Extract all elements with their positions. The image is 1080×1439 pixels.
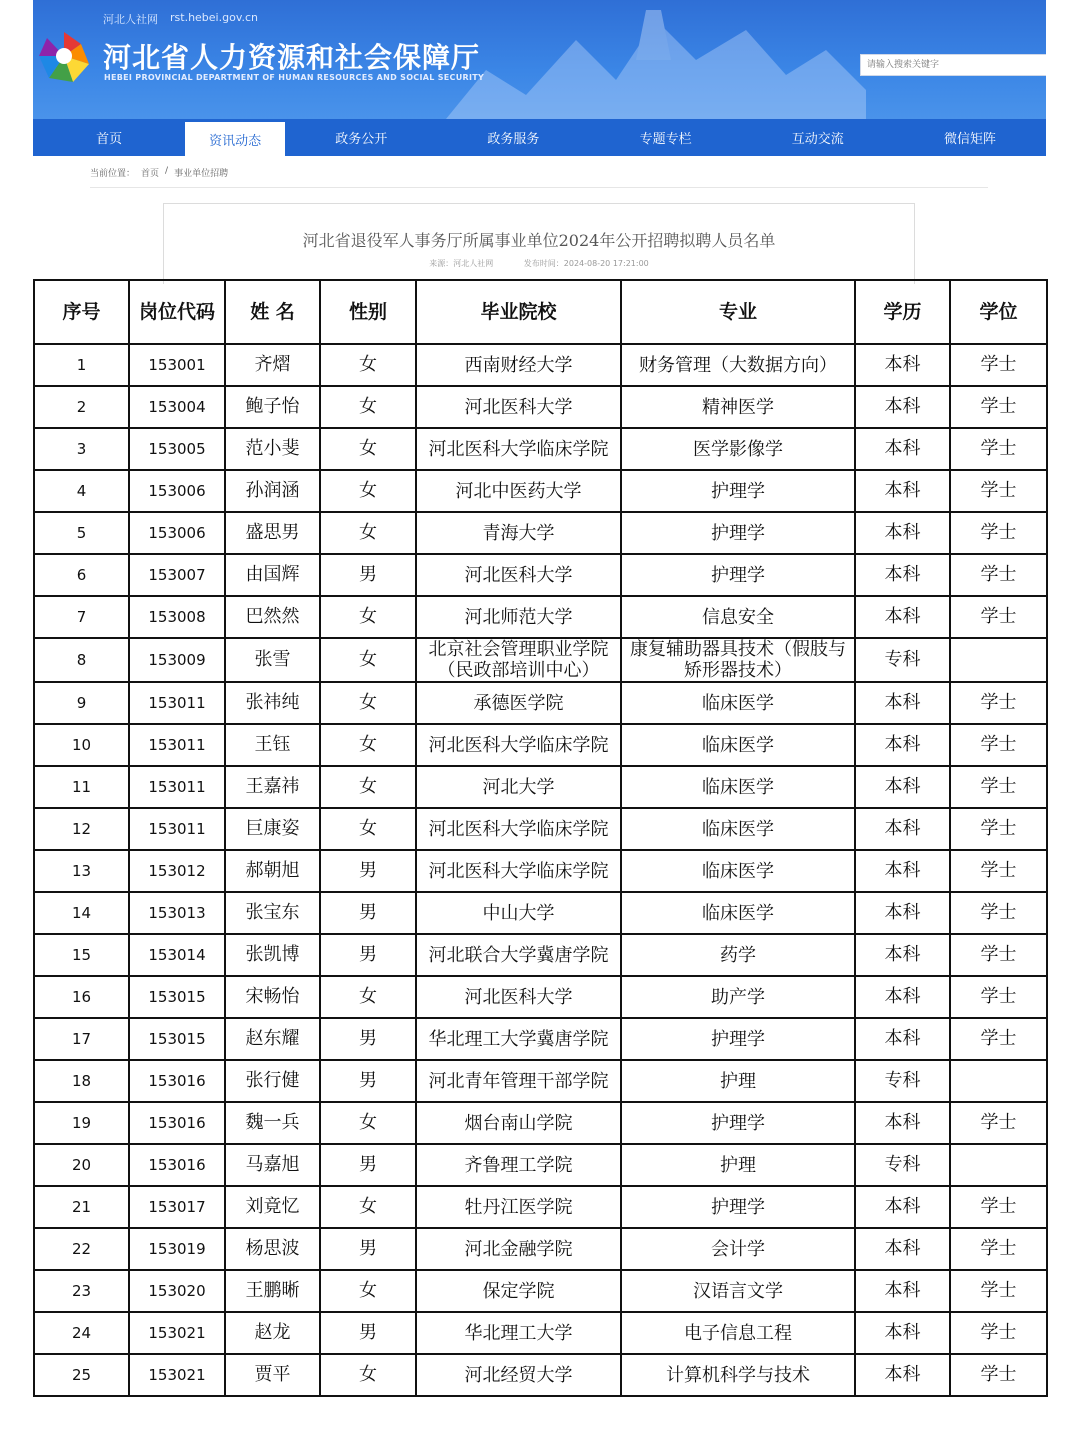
cell-degree: 学士 [950, 596, 1047, 638]
cell-education: 本科 [855, 1270, 950, 1312]
cell-index: 13 [34, 850, 129, 892]
cell-school: 河北医科大学 [416, 386, 621, 428]
cell-name: 王嘉祎 [225, 766, 320, 808]
cell-name: 巨康姿 [225, 808, 320, 850]
cell-degree: 学士 [950, 512, 1047, 554]
cell-major: 护理学 [621, 1018, 855, 1060]
cell-post-code: 153011 [129, 766, 225, 808]
cell-school: 西南财经大学 [416, 344, 621, 386]
cell-education: 专科 [855, 1060, 950, 1102]
cell-gender: 女 [320, 1102, 416, 1144]
table-row [34, 1186, 1047, 1228]
cell-name: 张雪 [225, 638, 320, 682]
cell-post-code: 153011 [129, 724, 225, 766]
cell-education: 本科 [855, 976, 950, 1018]
cell-education: 本科 [855, 850, 950, 892]
cell-major: 临床医学 [621, 892, 855, 934]
cell-gender: 女 [320, 596, 416, 638]
cell-gender: 女 [320, 344, 416, 386]
cell-major: 护理学 [621, 554, 855, 596]
cell-name: 王钰 [225, 724, 320, 766]
cell-major: 电子信息工程 [621, 1312, 855, 1354]
cell-post-code: 153014 [129, 934, 225, 976]
cell-school: 河北医科大学 [416, 554, 621, 596]
cell-degree: 学士 [950, 386, 1047, 428]
cell-name: 马嘉旭 [225, 1144, 320, 1186]
cell-major: 护理学 [621, 1102, 855, 1144]
cell-post-code: 153006 [129, 512, 225, 554]
header-index: 序号 [34, 280, 129, 344]
cell-major: 医学影像学 [621, 428, 855, 470]
site-subtitle: HEBEI PROVINCIAL DEPARTMENT OF HUMAN RESOURCES AND SOCIAL SECURITY [104, 73, 485, 82]
cell-gender: 女 [320, 976, 416, 1018]
cell-gender: 女 [320, 1186, 416, 1228]
cell-degree: 学士 [950, 682, 1047, 724]
cell-name: 孙润涵 [225, 470, 320, 512]
header-school: 毕业院校 [416, 280, 621, 344]
cell-degree: 学士 [950, 1228, 1047, 1270]
nav-item-government-affairs[interactable]: 政务公开 [335, 132, 388, 147]
table-row [34, 934, 1047, 976]
cell-gender: 女 [320, 766, 416, 808]
cell-gender: 男 [320, 1018, 416, 1060]
table-row [34, 1312, 1047, 1354]
cell-post-code: 153015 [129, 976, 225, 1018]
great-wall-illustration [446, 0, 866, 119]
cell-education: 本科 [855, 344, 950, 386]
cell-gender: 女 [320, 808, 416, 850]
recruit-table [33, 279, 1048, 1397]
cell-name: 鲍子怡 [225, 386, 320, 428]
cell-school: 河北师范大学 [416, 596, 621, 638]
article-meta [164, 258, 914, 269]
cell-school: 河北联合大学冀唐学院 [416, 934, 621, 976]
cell-name: 宋畅怡 [225, 976, 320, 1018]
cell-major: 康复辅助器具技术（假肢与矫形器技术） [621, 638, 855, 682]
cell-gender: 女 [320, 428, 416, 470]
cell-degree: 学士 [950, 428, 1047, 470]
cell-degree [950, 1060, 1047, 1102]
table-row [34, 976, 1047, 1018]
cell-major: 汉语言文学 [621, 1270, 855, 1312]
cell-index: 3 [34, 428, 129, 470]
table-row [34, 428, 1047, 470]
table-row [34, 1018, 1047, 1060]
cell-school: 河北医科大学临床学院 [416, 808, 621, 850]
cell-index: 22 [34, 1228, 129, 1270]
cell-major: 助产学 [621, 976, 855, 1018]
header-education: 学历 [855, 280, 950, 344]
cell-degree: 学士 [950, 976, 1047, 1018]
site-link-domain[interactable]: rst.hebei.gov.cn [170, 11, 258, 24]
cell-degree: 学士 [950, 934, 1047, 976]
cell-school: 中山大学 [416, 892, 621, 934]
cell-gender: 男 [320, 934, 416, 976]
cell-name: 王鹏晰 [225, 1270, 320, 1312]
cell-gender: 女 [320, 1270, 416, 1312]
table-row [34, 1060, 1047, 1102]
cell-name: 张行健 [225, 1060, 320, 1102]
table-body [34, 344, 1047, 1396]
cell-degree: 学士 [950, 850, 1047, 892]
cell-major: 会计学 [621, 1228, 855, 1270]
cell-school: 承德医学院 [416, 682, 621, 724]
cell-education: 本科 [855, 724, 950, 766]
table-row [34, 682, 1047, 724]
cell-name: 齐熠 [225, 344, 320, 386]
cell-school: 河北医科大学临床学院 [416, 850, 621, 892]
cell-degree: 学士 [950, 766, 1047, 808]
cell-school: 华北理工大学冀唐学院 [416, 1018, 621, 1060]
cell-degree: 学士 [950, 344, 1047, 386]
cell-education: 本科 [855, 1018, 950, 1060]
cell-post-code: 153013 [129, 892, 225, 934]
cell-gender: 男 [320, 1228, 416, 1270]
cell-name: 郝朝旭 [225, 850, 320, 892]
cell-name: 杨思波 [225, 1228, 320, 1270]
nav-item-interaction[interactable]: 互动交流 [791, 132, 844, 147]
cell-school: 烟台南山学院 [416, 1102, 621, 1144]
cell-education: 本科 [855, 1312, 950, 1354]
cell-major: 临床医学 [621, 850, 855, 892]
nav-item-wechat-matrix[interactable]: 微信矩阵 [943, 132, 996, 147]
cell-post-code: 153012 [129, 850, 225, 892]
cell-name: 赵龙 [225, 1312, 320, 1354]
table-row [34, 724, 1047, 766]
cell-education: 本科 [855, 808, 950, 850]
cell-index: 11 [34, 766, 129, 808]
cell-school: 河北医科大学临床学院 [416, 724, 621, 766]
cell-name: 范小斐 [225, 428, 320, 470]
cell-gender: 男 [320, 850, 416, 892]
cell-degree [950, 1144, 1047, 1186]
cell-post-code: 153008 [129, 596, 225, 638]
cell-gender: 男 [320, 1060, 416, 1102]
cell-name: 巴然然 [225, 596, 320, 638]
table-row [34, 386, 1047, 428]
cell-education: 本科 [855, 512, 950, 554]
cell-index: 21 [34, 1186, 129, 1228]
cell-index: 6 [34, 554, 129, 596]
cell-school: 北京社会管理职业学院（民政部培训中心） [416, 638, 621, 682]
cell-school: 牡丹江医学院 [416, 1186, 621, 1228]
header-name: 姓 名 [225, 280, 320, 344]
article-header [163, 203, 915, 284]
nav-item-special-topics[interactable]: 专题专栏 [639, 132, 692, 147]
cell-major: 护理学 [621, 512, 855, 554]
breadcrumb-current[interactable]: 事业单位招聘 [174, 169, 229, 179]
cell-major: 临床医学 [621, 724, 855, 766]
cell-index: 1 [34, 344, 129, 386]
cell-major: 护理 [621, 1060, 855, 1102]
cell-post-code: 153020 [129, 1270, 225, 1312]
table-row [34, 638, 1047, 682]
cell-degree: 学士 [950, 1312, 1047, 1354]
cell-degree: 学士 [950, 1186, 1047, 1228]
cell-education: 本科 [855, 1186, 950, 1228]
cell-index: 7 [34, 596, 129, 638]
table-row [34, 1270, 1047, 1312]
cell-name: 张凯博 [225, 934, 320, 976]
header-gender: 性别 [320, 280, 416, 344]
cell-degree: 学士 [950, 808, 1047, 850]
main-nav [33, 119, 1046, 156]
cell-index: 18 [34, 1060, 129, 1102]
cell-major: 信息安全 [621, 596, 855, 638]
department-logo-icon [33, 26, 95, 88]
table-row [34, 554, 1047, 596]
cell-school: 齐鲁理工学院 [416, 1144, 621, 1186]
table-row [34, 1144, 1047, 1186]
cell-name: 刘竟忆 [225, 1186, 320, 1228]
cell-post-code: 153021 [129, 1312, 225, 1354]
article-source: 来源：河北人社网 [429, 259, 494, 268]
cell-post-code: 153009 [129, 638, 225, 682]
cell-major: 护理学 [621, 470, 855, 512]
cell-gender: 女 [320, 724, 416, 766]
cell-post-code: 153007 [129, 554, 225, 596]
cell-post-code: 153004 [129, 386, 225, 428]
cell-index: 9 [34, 682, 129, 724]
article-title: 河北省退役军人事务厅所属事业单位2024年公开招聘拟聘人员名单 [302, 231, 776, 250]
cell-post-code: 153011 [129, 808, 225, 850]
table-row [34, 1102, 1047, 1144]
cell-education: 本科 [855, 934, 950, 976]
cell-school: 河北中医药大学 [416, 470, 621, 512]
table-row [34, 766, 1047, 808]
breadcrumb [90, 166, 228, 179]
cell-index: 15 [34, 934, 129, 976]
cell-major: 临床医学 [621, 766, 855, 808]
cell-name: 盛思男 [225, 512, 320, 554]
table-row [34, 344, 1047, 386]
cell-education: 本科 [855, 554, 950, 596]
cell-major: 护理 [621, 1144, 855, 1186]
cell-education: 本科 [855, 892, 950, 934]
nav-item-home[interactable]: 首页 [96, 132, 123, 147]
cell-index: 19 [34, 1102, 129, 1144]
breadcrumb-separator: / [165, 166, 169, 176]
cell-school: 河北经贸大学 [416, 1354, 621, 1396]
cell-post-code: 153005 [129, 428, 225, 470]
nav-item-news[interactable]: 资讯动态 [185, 119, 285, 156]
cell-index: 5 [34, 512, 129, 554]
cell-degree: 学士 [950, 1102, 1047, 1144]
cell-gender: 男 [320, 1312, 416, 1354]
table-row [34, 470, 1047, 512]
cell-education: 本科 [855, 1354, 950, 1396]
table-row [34, 850, 1047, 892]
cell-index: 17 [34, 1018, 129, 1060]
cell-major: 药学 [621, 934, 855, 976]
cell-post-code: 153015 [129, 1018, 225, 1060]
header-degree: 学位 [950, 280, 1047, 344]
cell-name: 张祎纯 [225, 682, 320, 724]
recruit-table-wrapper [33, 279, 1046, 1397]
cell-major: 精神医学 [621, 386, 855, 428]
cell-school: 河北青年管理干部学院 [416, 1060, 621, 1102]
cell-gender: 女 [320, 682, 416, 724]
cell-school: 河北大学 [416, 766, 621, 808]
search-input[interactable] [860, 54, 1046, 76]
cell-major: 护理学 [621, 1186, 855, 1228]
cell-post-code: 153016 [129, 1102, 225, 1144]
cell-name: 张宝东 [225, 892, 320, 934]
cell-degree: 学士 [950, 724, 1047, 766]
nav-item-government-services[interactable]: 政务服务 [487, 132, 540, 147]
cell-gender: 男 [320, 892, 416, 934]
cell-gender: 女 [320, 386, 416, 428]
table-row [34, 892, 1047, 934]
cell-degree: 学士 [950, 470, 1047, 512]
cell-name: 贾平 [225, 1354, 320, 1396]
cell-index: 14 [34, 892, 129, 934]
cell-school: 保定学院 [416, 1270, 621, 1312]
cell-index: 24 [34, 1312, 129, 1354]
cell-gender: 女 [320, 470, 416, 512]
cell-school: 河北金融学院 [416, 1228, 621, 1270]
cell-education: 本科 [855, 1102, 950, 1144]
breadcrumb-label: 当前位置： [90, 169, 136, 179]
cell-education: 本科 [855, 596, 950, 638]
cell-index: 4 [34, 470, 129, 512]
cell-index: 8 [34, 638, 129, 682]
header-major: 专业 [621, 280, 855, 344]
cell-school: 河北医科大学临床学院 [416, 428, 621, 470]
cell-school: 河北医科大学 [416, 976, 621, 1018]
cell-gender: 男 [320, 1144, 416, 1186]
cell-education: 本科 [855, 470, 950, 512]
site-links [103, 11, 258, 27]
cell-post-code: 153019 [129, 1228, 225, 1270]
cell-post-code: 153016 [129, 1144, 225, 1186]
table-row [34, 1228, 1047, 1270]
cell-degree: 学士 [950, 1018, 1047, 1060]
site-link-name[interactable]: 河北人社网 [103, 13, 158, 26]
cell-index: 12 [34, 808, 129, 850]
cell-degree [950, 638, 1047, 682]
article-published-time: 发布时间：2024-08-20 17:21:00 [523, 259, 649, 268]
cell-post-code: 153017 [129, 1186, 225, 1228]
cell-education: 本科 [855, 386, 950, 428]
cell-name: 魏一兵 [225, 1102, 320, 1144]
site-title[interactable]: 河北省人力资源和社会保障厅 [103, 41, 481, 74]
cell-index: 2 [34, 386, 129, 428]
cell-index: 20 [34, 1144, 129, 1186]
cell-major: 临床医学 [621, 682, 855, 724]
cell-gender: 女 [320, 1354, 416, 1396]
cell-index: 25 [34, 1354, 129, 1396]
cell-education: 专科 [855, 1144, 950, 1186]
cell-degree: 学士 [950, 554, 1047, 596]
cell-post-code: 153001 [129, 344, 225, 386]
cell-education: 本科 [855, 428, 950, 470]
breadcrumb-home[interactable]: 首页 [141, 169, 160, 179]
cell-post-code: 153016 [129, 1060, 225, 1102]
cell-gender: 男 [320, 554, 416, 596]
cell-gender: 女 [320, 638, 416, 682]
cell-index: 10 [34, 724, 129, 766]
site-header [33, 0, 1046, 119]
table-row [34, 512, 1047, 554]
table-header-row [34, 280, 1047, 344]
table-row [34, 808, 1047, 850]
cell-gender: 女 [320, 512, 416, 554]
table-row [34, 596, 1047, 638]
cell-education: 专科 [855, 638, 950, 682]
breadcrumb-divider [90, 187, 988, 188]
cell-education: 本科 [855, 766, 950, 808]
cell-index: 16 [34, 976, 129, 1018]
cell-post-code: 153011 [129, 682, 225, 724]
cell-index: 23 [34, 1270, 129, 1312]
cell-education: 本科 [855, 682, 950, 724]
cell-school: 华北理工大学 [416, 1312, 621, 1354]
cell-school: 青海大学 [416, 512, 621, 554]
cell-degree: 学士 [950, 1354, 1047, 1396]
cell-major: 计算机科学与技术 [621, 1354, 855, 1396]
cell-degree: 学士 [950, 1270, 1047, 1312]
cell-degree: 学士 [950, 892, 1047, 934]
cell-post-code: 153006 [129, 470, 225, 512]
cell-major: 临床医学 [621, 808, 855, 850]
table-row [34, 1354, 1047, 1396]
cell-name: 赵东耀 [225, 1018, 320, 1060]
cell-name: 由国辉 [225, 554, 320, 596]
header-post-code: 岗位代码 [129, 280, 225, 344]
cell-post-code: 153021 [129, 1354, 225, 1396]
cell-education: 本科 [855, 1228, 950, 1270]
cell-major: 财务管理（大数据方向） [621, 344, 855, 386]
